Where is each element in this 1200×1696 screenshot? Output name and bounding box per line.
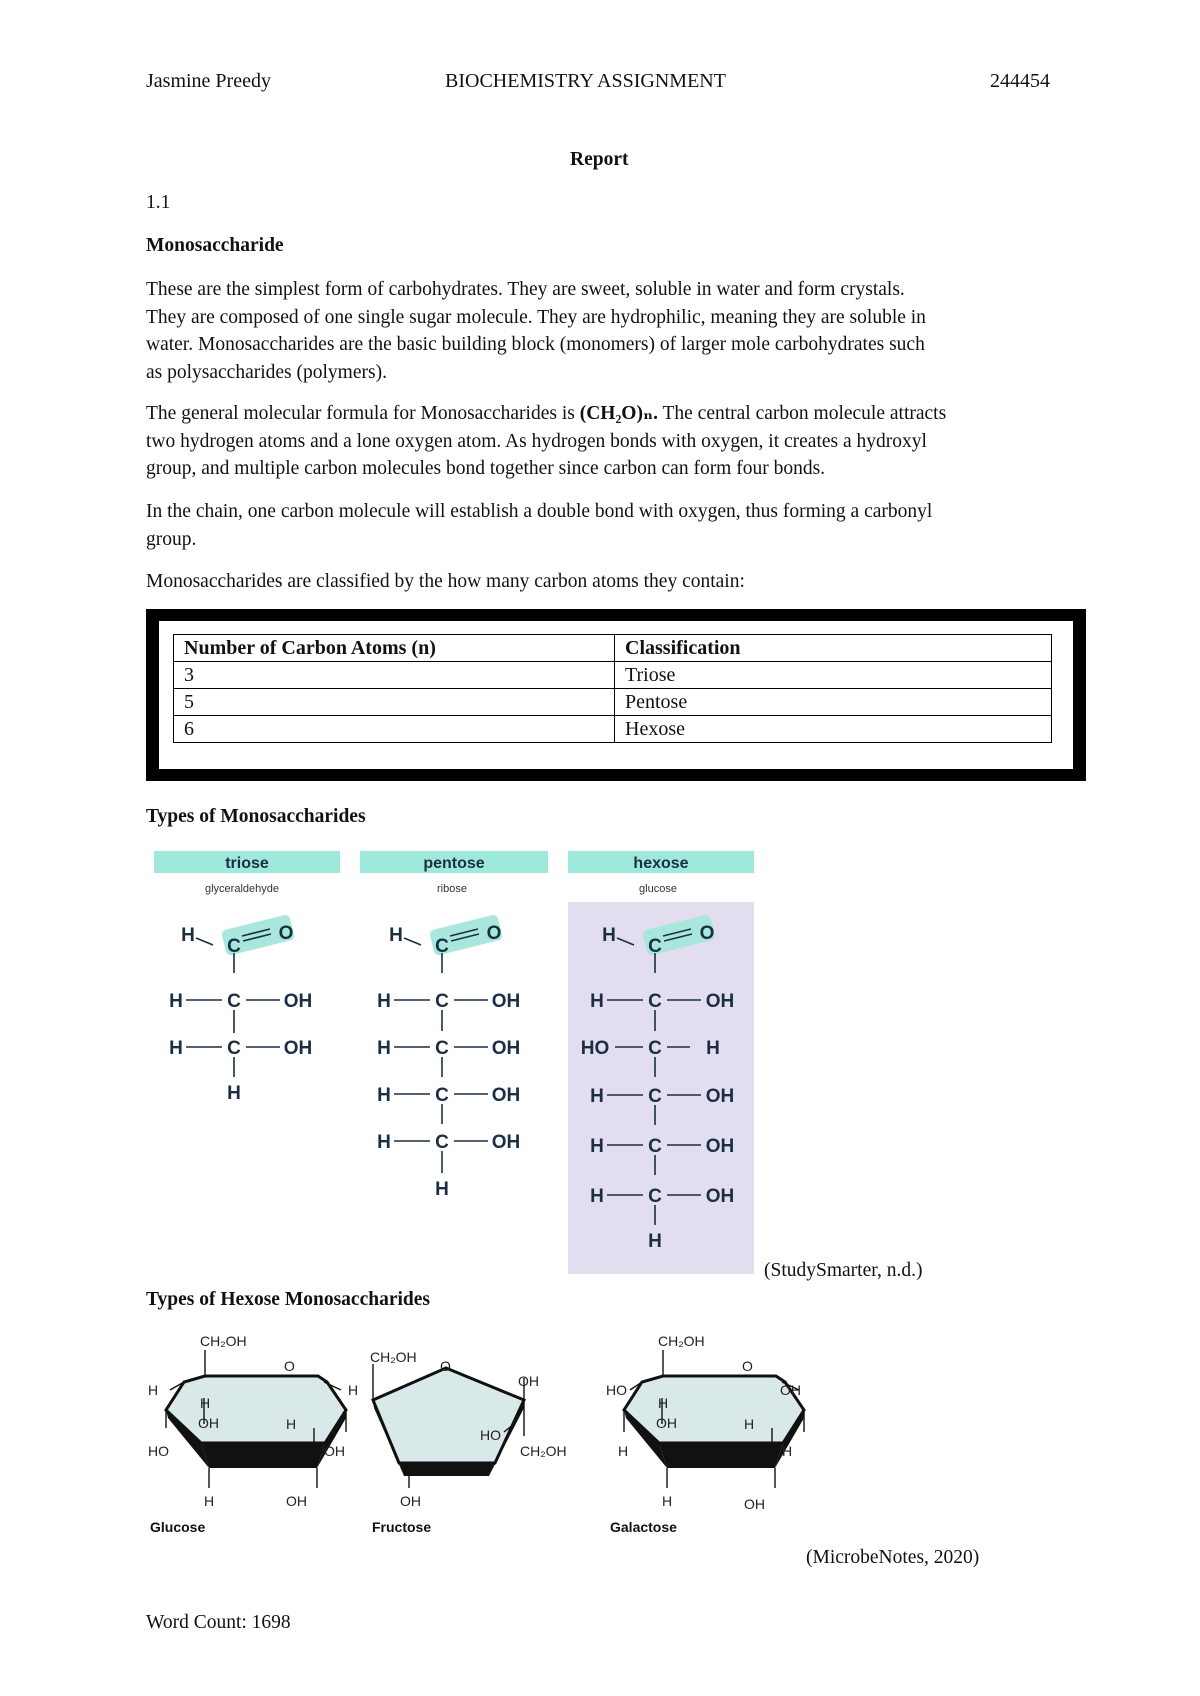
types-heading: Types of Monosaccharides bbox=[146, 806, 366, 827]
svg-text:H: H bbox=[377, 1132, 391, 1153]
svg-text:H: H bbox=[744, 1416, 755, 1432]
svg-text:OH: OH bbox=[705, 991, 735, 1012]
svg-text:O: O bbox=[284, 1358, 295, 1374]
svg-text:H: H bbox=[204, 1493, 215, 1509]
pentose-label: pentose bbox=[423, 855, 485, 872]
svg-text:CH₂OH: CH₂OH bbox=[520, 1443, 567, 1459]
svg-text:C: C bbox=[435, 991, 449, 1012]
formula-paragraph: The general molecular formula for Monosaccharides is (CH₂O)ₙ. The central carbon molecule attracts two hydrogen atoms and a lone oxygen atom. As hydrogen bonds with oxygen, it creates a hydroxyl group, and multiple carbon molecules bond together since carbon can form four bonds. bbox=[146, 403, 947, 479]
svg-text:C: C bbox=[227, 936, 241, 957]
svg-text:C: C bbox=[227, 991, 241, 1012]
svg-text:CH₂OH: CH₂OH bbox=[370, 1349, 417, 1365]
table-cell: 3 bbox=[174, 662, 615, 689]
svg-text:H: H bbox=[618, 1443, 629, 1459]
table-row bbox=[174, 662, 1052, 689]
galactose-ring bbox=[624, 1376, 804, 1443]
svg-text:H: H bbox=[181, 925, 195, 946]
glucose-name: glucose bbox=[639, 883, 677, 895]
fructose-ring bbox=[373, 1368, 524, 1463]
svg-text:OH: OH bbox=[518, 1373, 539, 1389]
svg-text:OH: OH bbox=[705, 1186, 735, 1207]
svg-text:H: H bbox=[169, 1038, 183, 1059]
svg-text:H: H bbox=[348, 1382, 359, 1398]
svg-text:O: O bbox=[486, 923, 502, 944]
svg-text:CH₂OH: CH₂OH bbox=[658, 1333, 705, 1349]
svg-text:C: C bbox=[648, 1186, 662, 1207]
table-header-row bbox=[174, 635, 1052, 662]
galactose-ring-bottom bbox=[659, 1443, 783, 1468]
svg-text:C: C bbox=[435, 1085, 449, 1106]
svg-text:H: H bbox=[658, 1395, 669, 1411]
svg-text:OH: OH bbox=[198, 1415, 219, 1431]
table-row bbox=[174, 689, 1052, 716]
svg-text:C: C bbox=[648, 1136, 662, 1157]
microbenotes-citation: (MicrobeNotes, 2020) bbox=[806, 1547, 980, 1568]
svg-text:H: H bbox=[227, 1083, 241, 1104]
svg-text:HO: HO bbox=[480, 1427, 501, 1443]
svg-text:H: H bbox=[590, 1136, 604, 1157]
monosaccharide-types-figure bbox=[150, 845, 760, 1277]
table-cell: Hexose bbox=[615, 716, 1052, 743]
svg-text:H: H bbox=[286, 1416, 297, 1432]
svg-text:H: H bbox=[377, 1085, 391, 1106]
ribose-name: ribose bbox=[437, 883, 467, 895]
classification-intro: Monosaccharides are classified by the how many carbon atoms they contain: bbox=[146, 571, 745, 592]
svg-text:H: H bbox=[389, 925, 403, 946]
svg-text:HO: HO bbox=[606, 1382, 627, 1398]
table-cell: Pentose bbox=[615, 689, 1052, 716]
svg-text:HO: HO bbox=[580, 1038, 610, 1059]
svg-text:H: H bbox=[706, 1038, 720, 1059]
svg-text:CH₂OH: CH₂OH bbox=[200, 1333, 247, 1349]
svg-text:H: H bbox=[377, 991, 391, 1012]
fructose-caption: Fructose bbox=[372, 1519, 432, 1535]
fructose-ring-bottom bbox=[399, 1463, 495, 1476]
svg-text:OH: OH bbox=[780, 1382, 801, 1398]
svg-text:C: C bbox=[648, 1038, 662, 1059]
svg-text:H: H bbox=[662, 1493, 673, 1509]
svg-text:H: H bbox=[602, 925, 616, 946]
svg-text:H: H bbox=[648, 1231, 662, 1252]
table-header-cell: Number of Carbon Atoms (n) bbox=[174, 635, 615, 662]
svg-text:C: C bbox=[648, 1086, 662, 1107]
header-title: BIOCHEMISTRY ASSIGNMENT bbox=[445, 70, 726, 92]
svg-text:OH: OH bbox=[656, 1415, 677, 1431]
intro-paragraph: These are the simplest form of carbohydrates. They are sweet, soluble in water and form crystals. They are composed of one single sugar molecule. They are hydrophilic, meaning they are soluble in water. Monosaccharides are the basic building block (monomers) of larger mole carbohydrates such as polysaccharides (polymers). bbox=[146, 279, 926, 383]
svg-text:OH: OH bbox=[491, 1085, 521, 1106]
svg-text:H: H bbox=[782, 1443, 793, 1459]
table-cell: Triose bbox=[615, 662, 1052, 689]
hexose-label: hexose bbox=[633, 855, 689, 872]
table-row bbox=[174, 716, 1052, 743]
svg-text:C: C bbox=[648, 991, 662, 1012]
table-cell: 5 bbox=[174, 689, 615, 716]
triose-label: triose bbox=[225, 855, 269, 872]
svg-text:H: H bbox=[377, 1038, 391, 1059]
svg-text:HO: HO bbox=[148, 1443, 169, 1459]
word-count: Word Count: 1698 bbox=[146, 1612, 291, 1633]
svg-text:H: H bbox=[590, 991, 604, 1012]
table-header-cell: Classification bbox=[615, 635, 1052, 662]
studysmarter-citation: (StudySmarter, n.d.) bbox=[764, 1260, 923, 1281]
monosaccharide-heading: Monosaccharide bbox=[146, 235, 284, 256]
hexose-types-heading: Types of Hexose Monosaccharides bbox=[146, 1289, 430, 1310]
svg-text:OH: OH bbox=[286, 1493, 307, 1509]
report-title: Report bbox=[570, 149, 629, 170]
svg-text:H: H bbox=[590, 1186, 604, 1207]
svg-text:OH: OH bbox=[324, 1443, 345, 1459]
svg-text:H: H bbox=[169, 991, 183, 1012]
svg-text:OH: OH bbox=[491, 1132, 521, 1153]
svg-text:H: H bbox=[200, 1395, 211, 1411]
table-cell: 6 bbox=[174, 716, 615, 743]
svg-text:OH: OH bbox=[283, 1038, 313, 1059]
molecular-formula: (CH₂O)ₙ. bbox=[579, 403, 658, 424]
glucose-ring bbox=[166, 1376, 346, 1443]
svg-text:H: H bbox=[590, 1086, 604, 1107]
svg-text:OH: OH bbox=[705, 1136, 735, 1157]
glucose-ring-bottom bbox=[201, 1443, 325, 1468]
svg-text:O: O bbox=[278, 923, 294, 944]
svg-text:O: O bbox=[699, 923, 715, 944]
svg-text:OH: OH bbox=[744, 1496, 765, 1512]
hexose-rings-figure bbox=[146, 1328, 826, 1558]
header-author: Jasmine Preedy bbox=[146, 70, 271, 92]
svg-text:O: O bbox=[440, 1358, 451, 1374]
svg-text:OH: OH bbox=[491, 1038, 521, 1059]
svg-text:C: C bbox=[648, 936, 662, 957]
svg-text:H: H bbox=[435, 1179, 449, 1200]
svg-text:C: C bbox=[435, 936, 449, 957]
classification-table-frame bbox=[146, 609, 1086, 781]
carbonyl-paragraph: In the chain, one carbon molecule will establish a double bond with oxygen, thus forming a carbonyl group. bbox=[146, 501, 933, 550]
svg-text:OH: OH bbox=[400, 1493, 421, 1509]
svg-text:O: O bbox=[742, 1358, 753, 1374]
svg-text:C: C bbox=[227, 1038, 241, 1059]
classification-table bbox=[173, 634, 1052, 743]
svg-text:H: H bbox=[148, 1382, 159, 1398]
glyceraldehyde-name: glyceraldehyde bbox=[205, 883, 279, 895]
svg-text:OH: OH bbox=[705, 1086, 735, 1107]
section-number: 1.1 bbox=[146, 192, 171, 213]
svg-text:OH: OH bbox=[283, 991, 313, 1012]
header-student-id: 244454 bbox=[990, 70, 1050, 92]
svg-text:C: C bbox=[435, 1132, 449, 1153]
glucose-caption: Glucose bbox=[150, 1519, 206, 1535]
svg-text:C: C bbox=[435, 1038, 449, 1059]
galactose-caption: Galactose bbox=[610, 1519, 677, 1535]
svg-text:OH: OH bbox=[491, 991, 521, 1012]
